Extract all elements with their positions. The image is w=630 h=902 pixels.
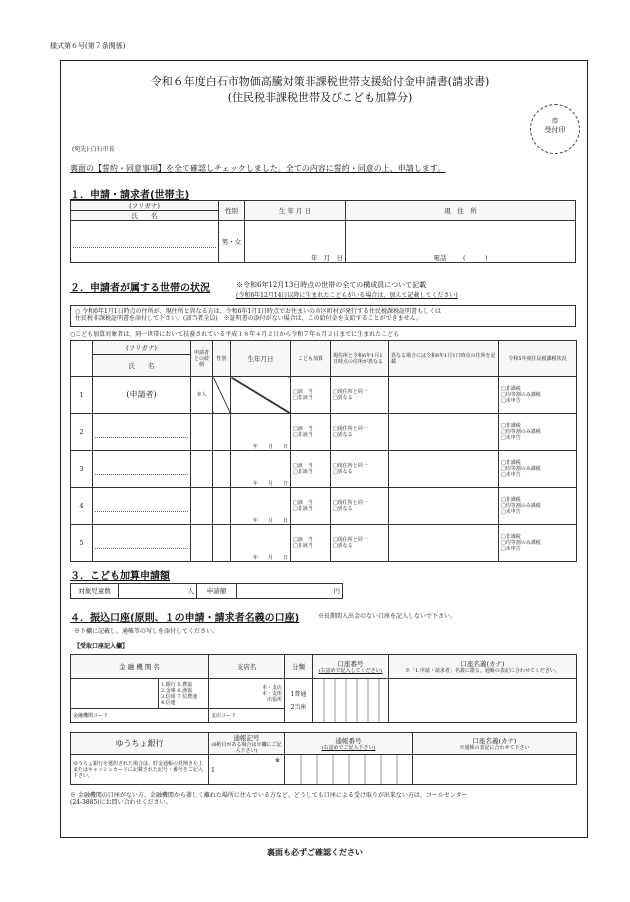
holder-field[interactable]: [389, 679, 577, 723]
col-dob: 生年月日: [231, 341, 291, 377]
yucho-no-field[interactable]: [285, 755, 413, 785]
col-addr-same: 現住所と令和6年1月1日時点の住所が異なる: [331, 341, 389, 377]
household-table: [70, 340, 577, 562]
section2-note1: ※令和6年12月13日時点の世帯の全ての構成員について記載: [236, 281, 427, 289]
furigana-label: (フリガナ): [71, 201, 219, 211]
bottom-reminder: 裏面も必ずご確認ください: [267, 848, 363, 857]
addr-check[interactable]: □現住所と同一 □異なる: [331, 451, 389, 488]
applicant-dob-field[interactable]: 年 月 日: [245, 221, 346, 263]
addr-check[interactable]: □現住所と同一 □異なる: [331, 414, 389, 451]
bank-account-table: [70, 654, 577, 723]
section2-note2: (令和6年12月14日以降に生まれたこどもがいる場合は、加えて記載してください): [236, 292, 458, 299]
yucho-sym-label: 通帳記号 (6桁目がある場合は※欄にご記入下さい): [209, 733, 285, 755]
applicant-table: [70, 200, 576, 263]
branch-code-field[interactable]: 支店コード: [209, 709, 285, 723]
section1-heading: １．申請・請求者(世帯主): [70, 190, 190, 201]
kodomo-check[interactable]: □該 当 □非該当: [291, 488, 331, 525]
member-name[interactable]: [93, 525, 191, 562]
acct-type-options[interactable]: 1普通 2当座: [285, 679, 313, 723]
bank-code-field[interactable]: 金融機関コード: [71, 709, 209, 723]
address-label: 現 住 所: [346, 201, 576, 221]
name-label: 氏 名: [71, 211, 219, 221]
account-box-title: 【受取口座記入欄】: [74, 643, 129, 650]
member-name[interactable]: [93, 414, 191, 451]
addr-check[interactable]: □現住所と同一 □異なる: [331, 377, 389, 414]
amount-field[interactable]: 円: [237, 584, 343, 599]
applicant-address-field[interactable]: 電話 ( ): [346, 221, 576, 263]
prev-address-field[interactable]: [389, 525, 499, 562]
tax-check[interactable]: □非課税 □均等割のみ課税 □未申告: [499, 414, 577, 451]
addressee: (宛先) 白石市長: [72, 146, 115, 153]
addr-check[interactable]: □現住所と同一 □異なる: [331, 525, 389, 562]
col-name: 氏 名: [93, 355, 191, 377]
yucho-table: [70, 732, 577, 785]
kodomo-check[interactable]: □該 当 □非該当: [291, 377, 331, 414]
holder-label: 口座名義(カナ) ※「1.申請・請求者」名義に限る。通帳の表記に合わせてください。: [389, 655, 577, 679]
yucho-sym-field[interactable]: 1 ※: [209, 755, 285, 785]
section3-heading: ３．こども加算申請額: [70, 571, 170, 582]
acct-no-field[interactable]: [313, 679, 389, 723]
kodomo-amount-table: [70, 583, 343, 599]
amount-label: 申請額: [197, 584, 237, 599]
prev-address-field[interactable]: [389, 488, 499, 525]
bank-name-field[interactable]: [71, 679, 159, 709]
child-count-field[interactable]: 人: [119, 584, 197, 599]
yucho-no-label: 通帳番号 (右詰めでご記入下さい): [285, 733, 413, 755]
branch-field[interactable]: 本・支店 本・支所 出張所: [209, 679, 285, 709]
section2-heading: ２．申請者が属する世帯の状況: [70, 283, 210, 294]
section4-note: ※下欄に記載し、通帳等の写しを添付してください。: [74, 628, 219, 635]
applicant-name-field[interactable]: [71, 221, 219, 263]
section4-heading-note: ※長期間入出金のない口座を記入しないで下さい。: [318, 613, 457, 620]
kodomo-check[interactable]: □該 当 □非該当: [291, 525, 331, 562]
tax-check[interactable]: □非課税 □均等割のみ課税 □未申告: [499, 525, 577, 562]
table-row: 1 (申請者) 本人 □該 当 □非該当 □現住所と同一 □異なる □非課税 □均等割のみ課税 □未申告: [71, 377, 577, 414]
prev-address-field[interactable]: [389, 414, 499, 451]
col-tax: 令和5年度住民税課税状況: [499, 341, 577, 377]
yucho-desc: ゆうちょ銀行を選択された場合は、貯金通帳の見開き左上またはキャッシュカードに記載された記号・番号をご記入下さい。: [71, 755, 209, 785]
col-kodomo: こども加算: [291, 341, 331, 377]
form-title: 令和６年度白石市物価高騰対策非課税世帯支援給付金申請書(請求書): [150, 75, 490, 88]
footer-note: ※ 金融機関の口座がない方、金融機関から著しく離れた場所に住んでいる方など、どうしても口座による受け取りが出来ない方は、コールセンター (24-3885)にお問い合わせください。: [70, 792, 468, 806]
yucho-holder-field[interactable]: [413, 755, 577, 785]
bank-type-options[interactable]: 1.銀行 5.農協 2.金庫 6.漁協 3.信組 7.信農連 4.信連: [159, 679, 209, 709]
bank-name-label: 金 融 機 関 名: [71, 655, 209, 679]
kodomo-check[interactable]: □該 当 □非該当: [291, 414, 331, 451]
sex-label: 性別: [219, 201, 245, 221]
prev-address-field[interactable]: [389, 377, 499, 414]
col-relation: 申請者との続柄: [191, 341, 213, 377]
branch-label: 支店名: [209, 655, 285, 679]
form-subtitle: (住民税非課税世帯及びこども加算分): [227, 91, 413, 104]
section2-note3: ○ 令和6年1月1日時点の住所が、現住所と異なる方は、令和6年1月1日時点でお住まいの市区町村が発行する住民税課税証明書もしくは 住民税非課税証明書を添付して下さい。(該当者全員) ※証明書の添付がない場合は、この給付金を支給することができません。: [70, 305, 576, 327]
col-furigana: (フリガナ): [93, 341, 191, 355]
acct-no-label: 口座番号 (右詰めで記入してください): [313, 655, 389, 679]
child-count-label: 対象児童数: [71, 584, 119, 599]
section2-note4: ○こども加算対象者は、同一世帯において扶養されている平成１８年４月２日から令和７年６月２日までに生まれたこども: [70, 331, 400, 338]
yucho-holder-label: 口座名義(カナ) ※通帳の表記に合わせて下さい: [413, 733, 577, 755]
tax-check[interactable]: □非課税 □均等割のみ課税 □未申告: [499, 488, 577, 525]
addr-check[interactable]: □現住所と同一 □異なる: [331, 488, 389, 525]
reception-stamp: 市 受付印: [530, 104, 580, 154]
member-name[interactable]: (申請者): [93, 377, 191, 414]
form-number: 様式第６号(第７条関係): [50, 42, 126, 50]
type-label: 分類: [285, 655, 313, 679]
col-addr-diff: 異なる場合には令和6年1月1日時点の住所を記載: [389, 341, 499, 377]
tax-check[interactable]: □非課税 □均等割のみ課税 □未申告: [499, 377, 577, 414]
dob-label: 生 年 月 日: [245, 201, 346, 221]
pledge-text: 裏面の【誓約・同意事項】を全て確認しチェックしました。全ての内容に誓約・同意の上、申請します。: [70, 164, 446, 173]
sex-options[interactable]: 男・女: [219, 221, 245, 263]
table-row: 2 年 月 日 □該 当 □非該当 □現住所と同一 □異なる □非課税 □均等割のみ課税 □未申告: [71, 414, 577, 451]
table-row: 4 年 月 日 □該 当 □非該当 □現住所と同一 □異なる □非課税 □均等割のみ課税 □未申告: [71, 488, 577, 525]
table-row: 5 年 月 日 □該 当 □非該当 □現住所と同一 □異なる □非課税 □均等割のみ課税 □未申告: [71, 525, 577, 562]
col-sex: 性別: [213, 341, 231, 377]
yucho-label: ゆうちょ銀行: [71, 733, 209, 755]
tax-check[interactable]: □非課税 □均等割のみ課税 □未申告: [499, 451, 577, 488]
member-name[interactable]: [93, 451, 191, 488]
member-name[interactable]: [93, 488, 191, 525]
kodomo-check[interactable]: □該 当 □非該当: [291, 451, 331, 488]
table-row: 3 年 月 日 □該 当 □非該当 □現住所と同一 □異なる □非課税 □均等割のみ課税 □未申告: [71, 451, 577, 488]
section4-heading: ４．振込口座(原則、１の申請・請求者名義の口座): [70, 613, 300, 624]
prev-address-field[interactable]: [389, 451, 499, 488]
